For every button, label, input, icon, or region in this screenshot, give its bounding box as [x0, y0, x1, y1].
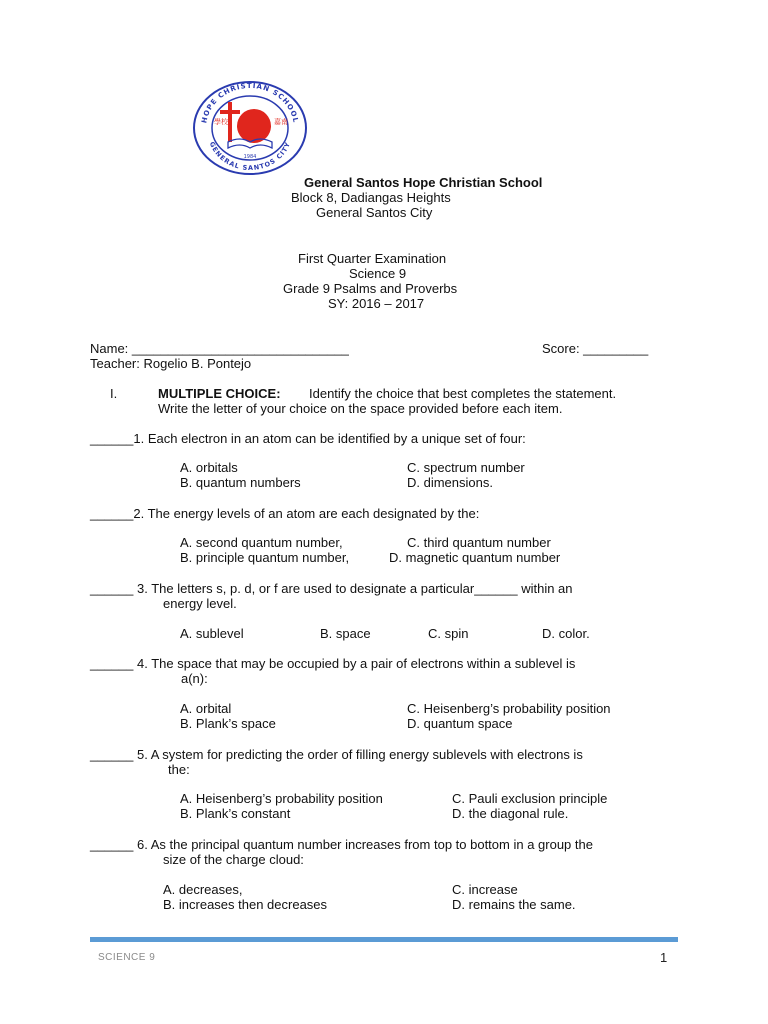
- question-5-choice-c: C. Pauli exclusion principle: [452, 791, 608, 806]
- question-4-choice-a: A. orbital: [180, 701, 232, 716]
- question-1-choice-b: B. quantum numbers: [180, 475, 301, 490]
- question-1-choice-c: C. spectrum number: [407, 460, 525, 475]
- school-year: SY: 2016 – 2017: [328, 296, 425, 311]
- logo-sun: [237, 109, 271, 143]
- section-instruction-2: Write the letter of your choice on the space provided before each item.: [158, 401, 563, 416]
- footer-divider: [90, 937, 678, 942]
- question-5-choice-a: A. Heisenberg’s probability position: [180, 791, 383, 806]
- question-2-stem: ______2. The energy levels of an atom are each designated by the:: [90, 506, 480, 521]
- question-3-stem-cont: energy level.: [163, 596, 237, 611]
- question-4-choice-c: C. Heisenberg’s probability position: [407, 701, 611, 716]
- question-4-choice-b: B. Plank’s space: [180, 716, 276, 731]
- question-5-stem: ______ 5. A system for predicting the order of filling energy sublevels with electrons is: [90, 747, 583, 762]
- question-4-stem: ______ 4. The space that may be occupied by a pair of electrons within a sublevel is: [90, 656, 576, 671]
- question-6-stem: ______ 6. As the principal quantum number increases from top to bottom in a group the: [90, 837, 593, 852]
- page-number: 1: [660, 950, 668, 965]
- question-4-choice-d: D. quantum space: [407, 716, 513, 731]
- question-1-choice-d: D. dimensions.: [407, 475, 493, 490]
- logo-chars-right: 嘉南: [274, 118, 288, 126]
- exam-title: First Quarter Examination: [298, 251, 447, 266]
- question-4-stem-cont: a(n):: [181, 671, 208, 686]
- question-2-choice-b: B. principle quantum number,: [180, 550, 350, 565]
- question-6-choice-c: C. increase: [452, 882, 518, 897]
- logo-cross: [228, 102, 232, 142]
- question-6-stem-cont: size of the charge cloud:: [163, 852, 304, 867]
- address-line-2: General Santos City: [316, 205, 433, 220]
- question-6-choice-d: D. remains the same.: [452, 897, 576, 912]
- question-3-choice-a: A. sublevel: [180, 626, 244, 641]
- school-name: General Santos Hope Christian School: [304, 175, 543, 190]
- logo-text-top: HOPE CHRISTIAN SCHOOL: [200, 81, 300, 124]
- section-title: MULTIPLE CHOICE:: [158, 386, 281, 401]
- teacher-line: Teacher: Rogelio B. Pontejo: [90, 356, 252, 371]
- section-number: I.: [110, 386, 118, 401]
- exam-grade: Grade 9 Psalms and Proverbs: [283, 281, 458, 296]
- name-field: Name: ______________________________: [90, 341, 349, 356]
- exam-subject: Science 9: [349, 266, 407, 281]
- address-line-1: Block 8, Dadiangas Heights: [291, 190, 451, 205]
- question-2-choice-a: A. second quantum number,: [180, 535, 343, 550]
- question-5-choice-b: B. Plank’s constant: [180, 806, 291, 821]
- score-field: Score: _________: [542, 341, 649, 356]
- logo-chars-left: 學校: [214, 118, 228, 126]
- question-5-stem-cont: the:: [168, 762, 190, 777]
- question-5-choice-d: D. the diagonal rule.: [452, 806, 569, 821]
- logo-text-bottom: GENERAL SANTOS CITY: [207, 140, 293, 173]
- question-2-choice-c: C. third quantum number: [407, 535, 551, 550]
- question-3-stem: ______ 3. The letters s, p. d, or f are used to designate a particular______ within an: [90, 581, 573, 596]
- question-3-choice-c: C. spin: [428, 626, 469, 641]
- footer-subject: SCIENCE 9: [98, 952, 156, 963]
- section-instruction-1: Identify the choice that best completes the statement.: [309, 386, 617, 401]
- question-1-stem: ______1. Each electron in an atom can be identified by a unique set of four:: [90, 431, 526, 446]
- question-1-choice-a: A. orbitals: [180, 460, 238, 475]
- question-6-choice-b: B. increases then decreases: [163, 897, 328, 912]
- question-6-choice-a: A. decreases,: [163, 882, 243, 897]
- question-3-choice-b: B. space: [320, 626, 371, 641]
- school-logo: [192, 80, 308, 176]
- question-3-choice-d: D. color.: [542, 626, 590, 641]
- logo-year: 1984: [243, 154, 257, 160]
- question-2-choice-d: D. magnetic quantum number: [389, 550, 561, 565]
